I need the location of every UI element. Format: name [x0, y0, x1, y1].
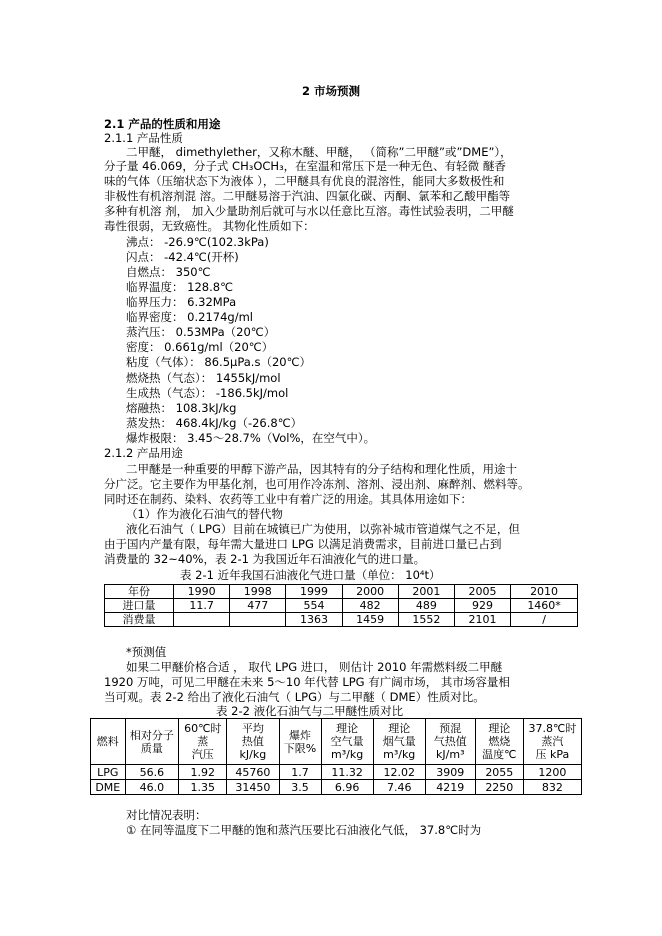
- table-header-cell: 2001: [398, 585, 454, 599]
- header-text: 预混: [439, 722, 462, 735]
- table-row: [91, 765, 582, 780]
- property-line: 沸点： -26.9℃(102.3kPa): [126, 235, 269, 249]
- property-line: 爆炸极限： 3.45～28.7%（Vol%，在空气中）。: [126, 431, 376, 445]
- table-caption: 表 2-1 近年我国石油液化气进口量（单位： 10⁴t）: [180, 568, 441, 582]
- header-text: 爆炸: [289, 728, 312, 742]
- paragraph-line: 二甲醚是一种重要的甲醇下游产品，因其特有的分子结构和理化性质，用途十: [126, 462, 517, 476]
- table-header-cell: 1999: [286, 585, 342, 599]
- table-header-cell: [373, 719, 425, 765]
- table-cell: [174, 613, 230, 627]
- table-cell: 1200: [523, 765, 581, 780]
- property-line: 临界密度： 0.2174g/ml: [126, 310, 253, 324]
- table-cell: 554: [286, 599, 342, 613]
- header-text: 热值: [241, 735, 264, 748]
- header-text: 下限%: [283, 741, 317, 755]
- paragraph-line: 毒性很弱，无致癌性。 其物化性质如下：: [104, 219, 315, 233]
- section-heading: 2 市场预测: [301, 84, 360, 98]
- header-text: 质量: [140, 741, 163, 755]
- lpg-import-table: [104, 584, 578, 627]
- header-text: 相对分子: [129, 728, 174, 742]
- header-text: 燃烧: [488, 735, 511, 748]
- header-text: 汽压: [191, 748, 214, 761]
- table-header-cell: [179, 719, 227, 765]
- header-text: kJ/m³: [436, 748, 465, 761]
- header-text: 蒸汽: [541, 735, 564, 748]
- table-cell: 45760: [227, 765, 279, 780]
- table-cell: 11.7: [174, 599, 230, 613]
- table-cell: 1363: [286, 613, 342, 627]
- property-line: 蒸汽压： 0.53MPa（20℃）: [126, 325, 276, 339]
- property-line: 闪点： -42.4℃(开杯): [126, 250, 239, 264]
- header-text: 平均: [241, 722, 264, 735]
- table-header-cell: [91, 719, 126, 765]
- table-cell: 929: [454, 599, 510, 613]
- table-cell: 1460*: [511, 599, 578, 613]
- table-cell: 1552: [398, 613, 454, 627]
- conclusion-item: ① 在同等温度下二甲醚的饱和蒸汽压要比石油液化气低， 37.8℃时为: [126, 823, 482, 837]
- paragraph-line: 二甲醚， dimethylether，又称木醚、甲醚， （简称”二甲醚”或”DME”），: [126, 145, 512, 159]
- header-text: 燃料: [96, 735, 119, 748]
- lpg-dme-comparison-table: [90, 718, 582, 795]
- paragraph-line: 同时还在制药、染料、农药等工业中有着广泛的用途。其具体用途如下：: [104, 492, 472, 506]
- header-text: m³/kg: [383, 748, 416, 761]
- table-header-cell: [227, 719, 279, 765]
- table-note: *预测值: [126, 645, 167, 659]
- table-cell: 3909: [425, 765, 475, 780]
- table-header-cell: [125, 719, 179, 765]
- table-cell: 1.35: [179, 780, 227, 795]
- table-header-cell: 2010: [511, 585, 578, 599]
- header-text: 空气量: [330, 735, 364, 748]
- table-row-label: 进口量: [105, 599, 174, 613]
- table-header-cell: 2000: [342, 585, 398, 599]
- table-cell: 12.02: [373, 765, 425, 780]
- table-cell: 2101: [454, 613, 510, 627]
- table-header-cell: 1990: [174, 585, 230, 599]
- header-text: 理论: [388, 722, 411, 735]
- property-line: 密度： 0.661g/ml（20℃）: [126, 340, 274, 354]
- table-row-label: LPG: [91, 765, 126, 780]
- list-item-title: （1）作为液化石油气的替代物: [126, 507, 283, 521]
- subsection-title-2-1-1: 2.1.1 产品性质: [104, 131, 183, 145]
- paragraph-line: 1920 万吨，可见二甲醚在未来 5～10 年代替 LPG 有广阔市场， 其市场容量相: [104, 675, 510, 689]
- sub-heading: 2.1 产品的性质和用途: [104, 117, 221, 131]
- property-line: 临界温度： 128.8℃: [126, 280, 233, 294]
- paragraph-line: 分子量 46.069，分子式 CH₃OCH₃，在室温和常压下是一种无色、有轻微 醚香: [104, 159, 506, 173]
- table-cell: 1.92: [179, 765, 227, 780]
- conclusion-intro: 对比情况表明：: [126, 808, 207, 822]
- table-row: [105, 585, 578, 599]
- table-cell: 1459: [342, 613, 398, 627]
- paragraph-line: 液化石油气（ LPG）目前在城镇已广为使用，以弥补城市管道煤气之不足，但: [126, 522, 520, 536]
- header-text: 压 kPa: [535, 748, 570, 761]
- header-text: 理论: [488, 722, 511, 735]
- table-cell: 6.96: [321, 780, 373, 795]
- paragraph-line: 分广泛。它主要作为甲基化剂，也可用作冷冻剂、溶剂、浸出剂、麻醉剂、燃料等。: [104, 477, 530, 491]
- property-line: 蒸发热： 468.4kJ/kg（-26.8℃）: [126, 416, 303, 430]
- table-header-cell: [523, 719, 581, 765]
- header-text: m³/kg: [331, 748, 364, 761]
- table-cell: 11.32: [321, 765, 373, 780]
- table-cell: 832: [523, 780, 581, 795]
- paragraph-line: 消费量的 32~40%，表 2-1 为我国近年石油液化气的进口量。: [104, 552, 426, 566]
- table-row: [91, 780, 582, 795]
- header-text: 温度℃: [482, 748, 517, 761]
- table-header-cell: 年份: [105, 585, 174, 599]
- table-cell: 3.5: [279, 780, 321, 795]
- table-header-cell: 2005: [454, 585, 510, 599]
- property-line: 生成热（气态）： -186.5kJ/mol: [126, 386, 289, 400]
- table-header-cell: [321, 719, 373, 765]
- table-cell: [230, 613, 286, 627]
- property-line: 燃烧热（气态）： 1455kJ/mol: [126, 371, 281, 385]
- paragraph-line: 味的气体（压缩状态下为液体 ），二甲醚具有优良的混溶性，能同大多数极性和: [104, 174, 505, 188]
- property-line: 自燃点： 350℃: [126, 265, 211, 279]
- property-line: 临界压力： 6.32MPa: [126, 295, 237, 309]
- table-cell: 489: [398, 599, 454, 613]
- property-line: 粘度（气体）： 86.5μPa.s（20℃）: [126, 355, 311, 369]
- table-cell: 2055: [475, 765, 523, 780]
- table-cell: /: [511, 613, 578, 627]
- table-cell: 31450: [227, 780, 279, 795]
- paragraph-line: 当可观。表 2-2 给出了液化石油气（ LPG）与二甲醚（ DME）性质对比。: [104, 690, 485, 704]
- table-cell: 2250: [475, 780, 523, 795]
- table-cell: 46.0: [125, 780, 179, 795]
- paragraph-line: 非极性有机溶剂混 溶。二甲醚易溶于汽油、四氯化碳、丙酮、氯苯和乙酸甲酯等: [104, 189, 511, 203]
- table-cell: 477: [230, 599, 286, 613]
- paragraph-line: 多种有机溶 剂， 加入少量助剂后就可与水以任意比互溶。毒性试验表明，二甲醚: [104, 204, 514, 218]
- table-header-cell: [279, 719, 321, 765]
- table-cell: 1.7: [279, 765, 321, 780]
- table-cell: 4219: [425, 780, 475, 795]
- table-row: [91, 719, 582, 765]
- table-cell: 56.6: [125, 765, 179, 780]
- paragraph-line: 如果二甲醚价格合适 ， 取代 LPG 进口， 则估计 2010 年需燃料级二甲醚: [126, 660, 503, 674]
- table-cell: 7.46: [373, 780, 425, 795]
- header-text: 60℃时蒸: [184, 722, 222, 748]
- subsection-title-2-1-2: 2.1.2 产品用途: [104, 446, 183, 460]
- paragraph-line: 由于国内产量有限，每年需大量进口 LPG 以满足消费需求，目前进口量已占到: [104, 537, 502, 551]
- header-text: 理论: [336, 722, 359, 735]
- table-cell: 482: [342, 599, 398, 613]
- table-header-cell: 1998: [230, 585, 286, 599]
- header-text: 气热值: [433, 735, 467, 748]
- header-text: kJ/kg: [239, 748, 267, 761]
- table-row-label: 消费量: [105, 613, 174, 627]
- table-header-cell: [425, 719, 475, 765]
- property-line: 熔融热： 108.3kJ/kg: [126, 401, 237, 415]
- table-row: [105, 599, 578, 613]
- table-row-label: DME: [91, 780, 126, 795]
- header-text: 烟气量: [382, 735, 416, 748]
- table-header-cell: [475, 719, 523, 765]
- table-row: [105, 613, 578, 627]
- header-text: 37.8℃时: [528, 722, 577, 735]
- table-caption: 表 2-2 液化石油气与二甲醚性质对比: [216, 704, 404, 718]
